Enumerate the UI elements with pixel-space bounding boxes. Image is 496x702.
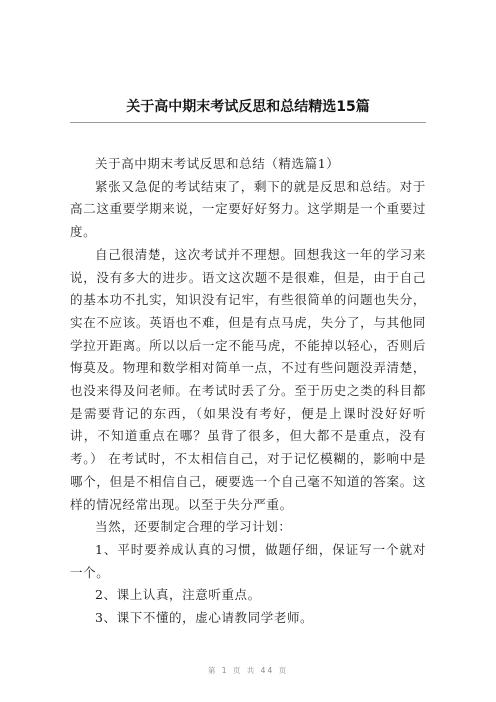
- body-paragraph: 紧张又急促的考试结束了，剩下的就是反思和总结。对于高二这重要学期来说，一定要好好努力。这学期是一个重要过度。: [70, 178, 426, 240]
- list-item: 2、课上认真，注意听重点。: [95, 587, 261, 603]
- page-number-footer: 第 1 页 共 44 页: [207, 666, 289, 675]
- document-body: [70, 153, 426, 630]
- title-divider: [70, 122, 426, 123]
- body-paragraph: 自己很清楚，这次考试并不理想。回想我这一年的学习来说，没有多大的进步。语文这次题不是很难，但是，由于自己的基本功不扎实，知识没有记牢，有些很简单的问题也失分，实在不应该。英语也不难，但是有点马虎，失分了，与其他同学拉开距离。所以以后一定不能马虎，不能掉以轻心，否则后悔莫及。物理和数学相对简单一点，不过有些问题没弄清楚，也没来得及问老师。在考试时丢了分。至于历史之类的科目都是需要背记的东西，（如果没有考好，便是上课时没好好听讲，不知道重点在哪？虽背了很多，但大都不是重点，没有考。） 在考试时，不太相信自己，对于记忆模糊的，影响中是哪个，但是不相信自己，硬要选一个自己毫不知道的答案。这样的情况经常出现。以至于失分严重。: [70, 246, 426, 512]
- list-item: 1、平时要养成认真的习惯，做题仔细，保证写一个就对一个。: [70, 541, 426, 580]
- document-title: 关于高中期末考试反思和总结精选15篇: [126, 99, 370, 115]
- body-paragraph: 当然，还要制定合理的学习计划：: [95, 519, 292, 535]
- section-heading: 关于高中期末考试反思和总结（精选篇1）: [95, 156, 340, 171]
- list-item: 3、课下不懂的，虚心请教同学老师。: [95, 610, 314, 626]
